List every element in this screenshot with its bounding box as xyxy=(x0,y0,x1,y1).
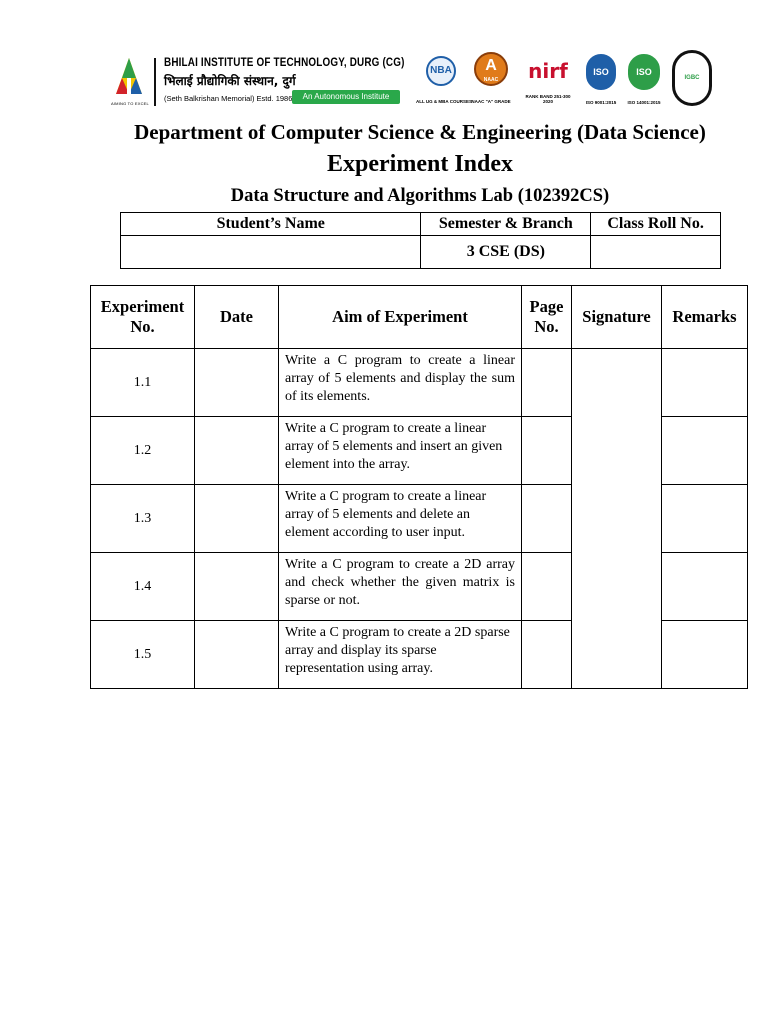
date-header: Date xyxy=(195,286,279,349)
header-divider xyxy=(154,58,156,106)
experiment-date xyxy=(195,349,279,417)
iso-14001-badge xyxy=(627,54,661,105)
institute-memorial: (Seth Balkrishan Memorial) Estd. 1986 xyxy=(164,94,293,103)
experiment-date xyxy=(195,485,279,553)
nirf-badge xyxy=(525,56,571,104)
semester-branch-header: Semester & Branch xyxy=(421,213,591,236)
signature-header: Signature xyxy=(572,286,662,349)
nba-icon: NBA xyxy=(426,56,456,86)
experiment-aim: Write a C program to create a linear array of 5 elements and display the sum of its elements. xyxy=(279,349,522,417)
experiment-aim: Write a C program to create a 2D array and check whether the given matrix is sparse or not. xyxy=(279,553,522,621)
student-name-value xyxy=(121,236,421,269)
experiment-no: 1.4 xyxy=(91,553,195,621)
experiment-aim: Write a C program to create a 2D sparse array and display its sparse representation using array. xyxy=(279,621,522,689)
experiment-remarks xyxy=(662,621,748,689)
nirf-caption: RANK BAND 251-300 2020 xyxy=(525,94,571,104)
naac-grade: A xyxy=(485,57,497,74)
experiment-remarks xyxy=(662,553,748,621)
aim-header: Aim of Experiment xyxy=(279,286,522,349)
experiment-date xyxy=(195,417,279,485)
class-roll-header: Class Roll No. xyxy=(591,213,721,236)
iso-14001-caption: ISO 14001:2015 xyxy=(627,100,661,105)
experiment-remarks xyxy=(662,349,748,417)
iso-9001-icon: ISO xyxy=(586,54,616,90)
iso-14001-icon: ISO xyxy=(628,54,660,90)
semester-branch-value: 3 CSE (DS) xyxy=(421,236,591,269)
experiment-remarks xyxy=(662,485,748,553)
experiment-page-no xyxy=(522,553,572,621)
experiment-aim: Write a C program to create a linear array of 5 elements and delete an element according to user input. xyxy=(279,485,522,553)
naac-icon xyxy=(474,52,508,86)
experiment-no: 1.5 xyxy=(91,621,195,689)
signature-cell xyxy=(572,349,662,689)
class-roll-value xyxy=(591,236,721,269)
experiment-no: 1.2 xyxy=(91,417,195,485)
autonomous-badge: An Autonomous Institute xyxy=(292,90,400,104)
student-info-header-row xyxy=(121,213,721,236)
experiment-remarks xyxy=(662,417,748,485)
experiment-index-table xyxy=(90,285,748,689)
igbc-badge xyxy=(672,50,712,106)
table-row xyxy=(91,349,748,417)
student-name-header: Student’s Name xyxy=(121,213,421,236)
student-info-table xyxy=(120,212,721,269)
experiment-date xyxy=(195,553,279,621)
page-no-header: Page No. xyxy=(522,286,572,349)
experiment-page-no xyxy=(522,485,572,553)
page-title: Experiment Index xyxy=(327,151,513,177)
experiment-page-no xyxy=(522,417,572,485)
institute-name-hindi: भिलाई प्रौद्योगिकी संस्थान, दुर्ग xyxy=(164,74,296,88)
department-title: Department of Computer Science & Engineering (Data Science) xyxy=(134,120,706,144)
remarks-header: Remarks xyxy=(662,286,748,349)
naac-caption: NAAC "A" GRADE xyxy=(471,99,511,104)
institute-logo-icon xyxy=(112,56,146,100)
experiment-page-no xyxy=(522,349,572,417)
institute-header xyxy=(108,48,714,112)
nba-badge xyxy=(416,56,473,104)
iso-9001-caption: ISO 9001:2015 xyxy=(585,100,617,105)
experiment-date xyxy=(195,621,279,689)
institute-name: BHILAI INSTITUTE OF TECHNOLOGY, DURG (CG) xyxy=(164,57,405,69)
experiment-no: 1.3 xyxy=(91,485,195,553)
logo-caption: AIMING TO EXCEL xyxy=(111,101,149,106)
student-info-value-row xyxy=(121,236,721,269)
experiment-no-header: Experiment No. xyxy=(91,286,195,349)
iso-9001-badge xyxy=(585,54,617,105)
naac-label: NAAC xyxy=(483,77,499,83)
experiment-header-row xyxy=(91,286,748,349)
experiment-aim: Write a C program to create a linear array of 5 elements and insert an given element into the array. xyxy=(279,417,522,485)
naac-badge xyxy=(471,52,511,104)
nba-caption: ALL UG & MBA COURSES xyxy=(416,99,473,104)
nirf-icon: nirf xyxy=(528,59,568,83)
lab-title: Data Structure and Algorithms Lab (102392CS) xyxy=(230,186,610,206)
igbc-icon: IGBC xyxy=(672,50,712,106)
experiment-page-no xyxy=(522,621,572,689)
experiment-no: 1.1 xyxy=(91,349,195,417)
